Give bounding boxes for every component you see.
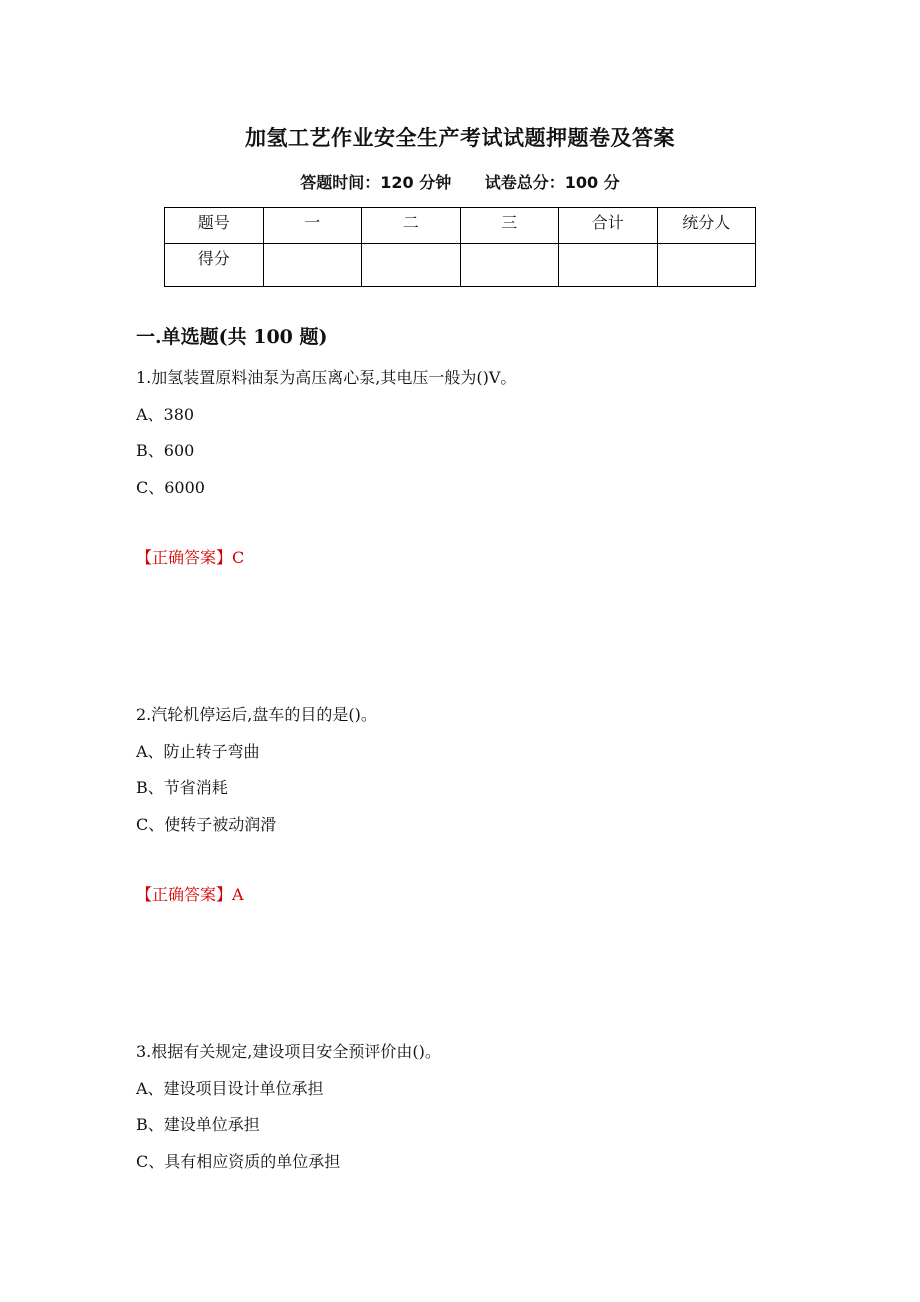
question-3 bbox=[136, 1034, 441, 1180]
exam-total-score: 试卷总分：100 分 bbox=[484, 173, 620, 192]
score-cell bbox=[362, 244, 461, 287]
answer-label: 【正确答案】 bbox=[136, 885, 233, 904]
score-cell bbox=[460, 244, 559, 287]
document-title: 加氢工艺作业安全生产考试试题押题卷及答案 bbox=[245, 126, 675, 150]
question-2 bbox=[136, 697, 377, 843]
question-option: A、防止转子弯曲 bbox=[136, 741, 260, 761]
question-option: A、380 bbox=[136, 404, 195, 424]
question-option: C、使转子被动润滑 bbox=[136, 814, 277, 834]
exam-time: 答题时间：120 分钟 bbox=[300, 173, 452, 192]
section-title: 一.单选题(共 100 题) bbox=[136, 326, 328, 348]
score-table-header-cell: 二 bbox=[362, 208, 461, 244]
question-stem: 2.汽轮机停运后,盘车的目的是()。 bbox=[136, 705, 377, 724]
answer-2 bbox=[136, 877, 244, 914]
score-table-score-row bbox=[165, 244, 756, 287]
question-option: B、节省消耗 bbox=[136, 778, 228, 797]
score-row-label: 得分 bbox=[165, 244, 264, 287]
score-cell bbox=[263, 244, 362, 287]
question-option: B、600 bbox=[136, 441, 195, 460]
exam-meta bbox=[0, 170, 920, 193]
question-option: C、具有相应资质的单位承担 bbox=[136, 1151, 341, 1171]
answer-label: 【正确答案】 bbox=[136, 548, 233, 567]
question-stem: 3.根据有关规定,建设项目安全预评价由()。 bbox=[136, 1042, 441, 1061]
question-option: C、6000 bbox=[136, 477, 205, 497]
score-table-header-cell: 三 bbox=[460, 208, 559, 244]
question-1 bbox=[136, 360, 516, 506]
score-cell bbox=[657, 244, 756, 287]
answer-value: A bbox=[232, 885, 244, 904]
score-cell bbox=[559, 244, 658, 287]
score-table-header-cell: 题号 bbox=[165, 208, 264, 244]
score-table-header-cell: 统分人 bbox=[657, 208, 756, 244]
answer-value: C bbox=[232, 548, 245, 567]
question-option: B、建设单位承担 bbox=[136, 1115, 260, 1134]
question-option: A、建设项目设计单位承担 bbox=[136, 1078, 324, 1098]
score-table-header-cell: 合计 bbox=[559, 208, 658, 244]
question-stem: 1.加氢装置原料油泵为高压离心泵,其电压一般为()V。 bbox=[136, 368, 517, 387]
score-table-header-cell: 一 bbox=[263, 208, 362, 244]
answer-1 bbox=[136, 540, 244, 577]
score-table-header-row bbox=[165, 208, 756, 244]
score-table bbox=[164, 207, 756, 287]
